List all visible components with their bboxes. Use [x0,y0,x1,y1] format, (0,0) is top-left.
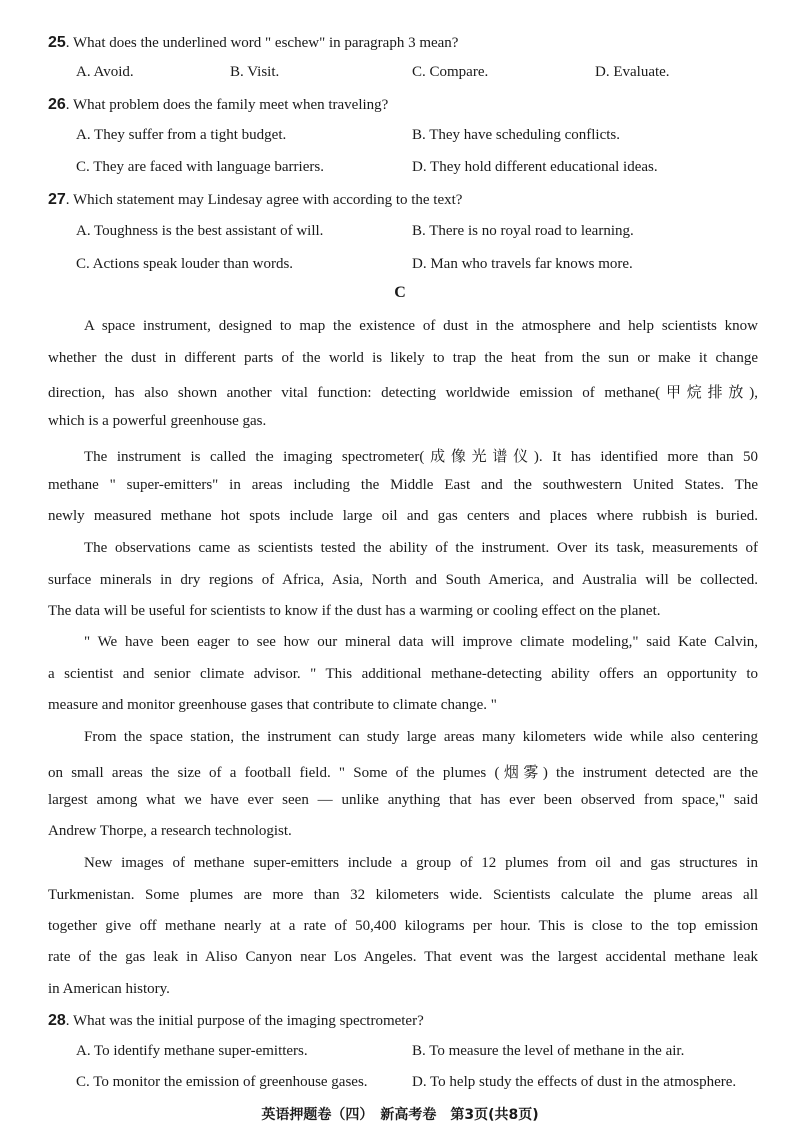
option-d: D. Man who travels far knows more. [412,256,633,272]
option-c: C. To monitor the emission of greenhouse gases. [76,1074,368,1090]
passage-line: Andrew Thorpe, a research technologist. [48,823,292,839]
passage-line: which is a powerful greenhouse gas. [48,413,267,429]
question-text: . What was the initial purpose of the imaging spectrometer? [65,1013,424,1029]
passage-line: in American history. [48,981,170,997]
passage-line: together give off methane nearly at a rate of 50,400 kilograms per hour. This is close to the top emission [48,918,758,934]
option-b: B. There is no royal road to learning. [412,223,634,239]
question-number: 27 [48,191,66,208]
question-text: . What problem does the family meet when traveling? [65,97,389,113]
passage-line: The observations came as scientists tested the ability of the instrument. Over its task, measurements of [84,540,758,556]
option-b: B. Visit. [230,64,280,80]
question-number: 25 [48,34,66,51]
passage-line: The data will be useful for scientists to know if the dust has a warming or cooling effect on the planet. [48,603,661,619]
passage-line: whether the dust in different parts of the world is likely to trap the heat from the sun or make it change [48,350,758,366]
question-25 [48,34,458,52]
option-d: D. They hold different educational ideas. [412,159,658,175]
passage-line: largest among what we have ever seen — unlike anything that has ever been observed from space," said [48,792,758,808]
passage-line: New images of methane super-emitters include a group of 12 plumes from oil and gas structures in [84,855,758,871]
question-text: . Which statement may Lindesay agree with according to the text? [65,192,463,208]
question-26 [48,96,388,114]
passage-line: " We have been eager to see how our mineral data will improve climate modeling," said Kate Calvin, [84,634,758,650]
passage-line: newly measured methane hot spots include large oil and gas centers and places where rubbish is buried. [48,508,758,524]
passage-line: direction, has also shown another vital function: detecting worldwide emission of methane(甲烷排放), [48,385,758,401]
option-a: A. To identify methane super-emitters. [76,1043,308,1059]
question-28 [48,1012,424,1030]
option-a: A. Toughness is the best assistant of will. [76,223,324,239]
passage-line: From the space station, the instrument can study large areas many kilometers wide while also centering [84,729,758,745]
option-c: C. Compare. [412,64,489,80]
passage-line: measure and monitor greenhouse gases that contribute to climate change. " [48,697,497,713]
option-b: B. They have scheduling conflicts. [412,127,621,143]
option-a: A. Avoid. [76,64,134,80]
option-c: C. Actions speak louder than words. [76,256,294,272]
option-c: C. They are faced with language barriers. [76,159,324,175]
question-27 [48,191,462,209]
page-footer: 英语押题卷（四） 新高考卷 第3页(共8页) [261,1107,539,1123]
passage-line: rate of the gas leak in Aliso Canyon near Los Angeles. That event was the largest accidental methane leak [48,949,758,965]
passage-line: a scientist and senior climate advisor. " This additional methane-detecting ability offers an opportunity to [48,666,758,682]
question-number: 28 [48,1012,66,1029]
option-a: A. They suffer from a tight budget. [76,127,287,143]
passage-line: surface minerals in dry regions of Africa, Asia, North and South America, and Australia will be collected. [48,572,758,588]
passage-line: methane " super-emitters" in areas including the Middle East and the southwestern United States. The [48,477,758,493]
question-number: 26 [48,96,66,113]
section-title: C [394,284,406,301]
passage-line: The instrument is called the imaging spectrometer(成像光谱仪). It has identified more than 50 [84,449,758,465]
option-d: D. Evaluate. [595,64,670,80]
passage-line: on small areas the size of a football field. " Some of the plumes (烟雾) the instrument detected are the [48,765,758,781]
option-b: B. To measure the level of methane in the air. [412,1043,685,1059]
question-text: . What does the underlined word " eschew" in paragraph 3 mean? [65,35,459,51]
passage-line: Turkmenistan. Some plumes are more than 32 kilometers wide. Scientists calculate the plume areas all [48,887,758,903]
passage-line: A space instrument, designed to map the existence of dust in the atmosphere and help scientists know [84,318,758,334]
option-d: D. To help study the effects of dust in the atmosphere. [412,1074,737,1090]
